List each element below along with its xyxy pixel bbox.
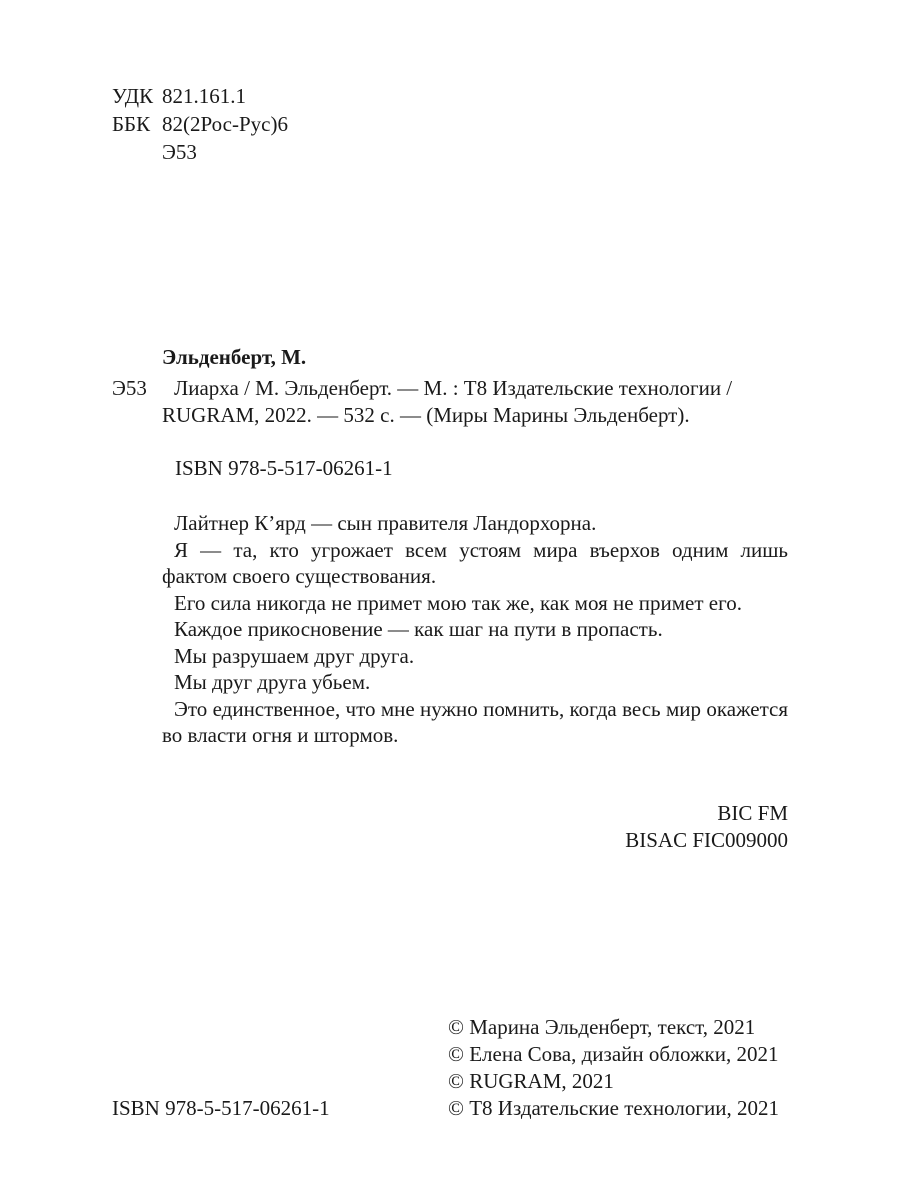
author-sign-top: Э53 [162, 140, 197, 164]
bisac-code: BISAC FIC009000 [625, 828, 788, 852]
annotation-paragraph: Мы разрушаем друг друга. [174, 643, 415, 668]
annotation [162, 510, 788, 749]
author-heading: Эльденберт, М. [162, 345, 307, 369]
bbk-value: 82(2Рос-Рус)6 [162, 112, 288, 136]
bic-code: BIC FM [717, 801, 788, 825]
annotation-paragraph: Я — та, кто угрожает всем устоям мира въерхов одним лишь фактом своего существования. [162, 537, 788, 588]
annotation-paragraph: Его сила никогда не примет мою так же, как моя не примет его. [174, 590, 742, 615]
annotation-paragraph: Это единственное, что мне нужно помнить, когда весь мир окажется во власти огня и штормов. [162, 696, 788, 747]
record-line-2: RUGRAM, 2022. — 532 с. — (Миры Марины Эльденберт). [162, 403, 690, 427]
author-sign-side: Э53 [112, 376, 147, 400]
copyright-line: © RUGRAM, 2021 [448, 1069, 614, 1093]
bibliographic-record [162, 375, 788, 429]
annotation-paragraph: Мы друг друга убьем. [174, 670, 371, 694]
copyright-line: © Елена Сова, дизайн обложки, 2021 [448, 1042, 779, 1066]
copyright-line: © Т8 Издательские технологии, 2021 [448, 1096, 779, 1120]
isbn-bottom: ISBN 978-5-517-06261-1 [112, 1096, 330, 1120]
annotation-paragraph: Каждое прикосновение — как шаг на пути в пропасть. [174, 617, 663, 641]
record-line-1: Лиарха / М. Эльденберт. — М. : Т8 Издательские технологии / [174, 376, 733, 400]
isbn-record: ISBN 978-5-517-06261-1 [175, 456, 393, 480]
bbk-label: ББК [112, 112, 151, 136]
udk-value: 821.161.1 [162, 84, 246, 108]
udk-label: УДК [112, 84, 154, 108]
annotation-paragraph: Лайтнер К’ярд — сын правителя Ландорхорна. [174, 511, 597, 535]
copyright-line: © Марина Эльденберт, текст, 2021 [448, 1015, 756, 1039]
